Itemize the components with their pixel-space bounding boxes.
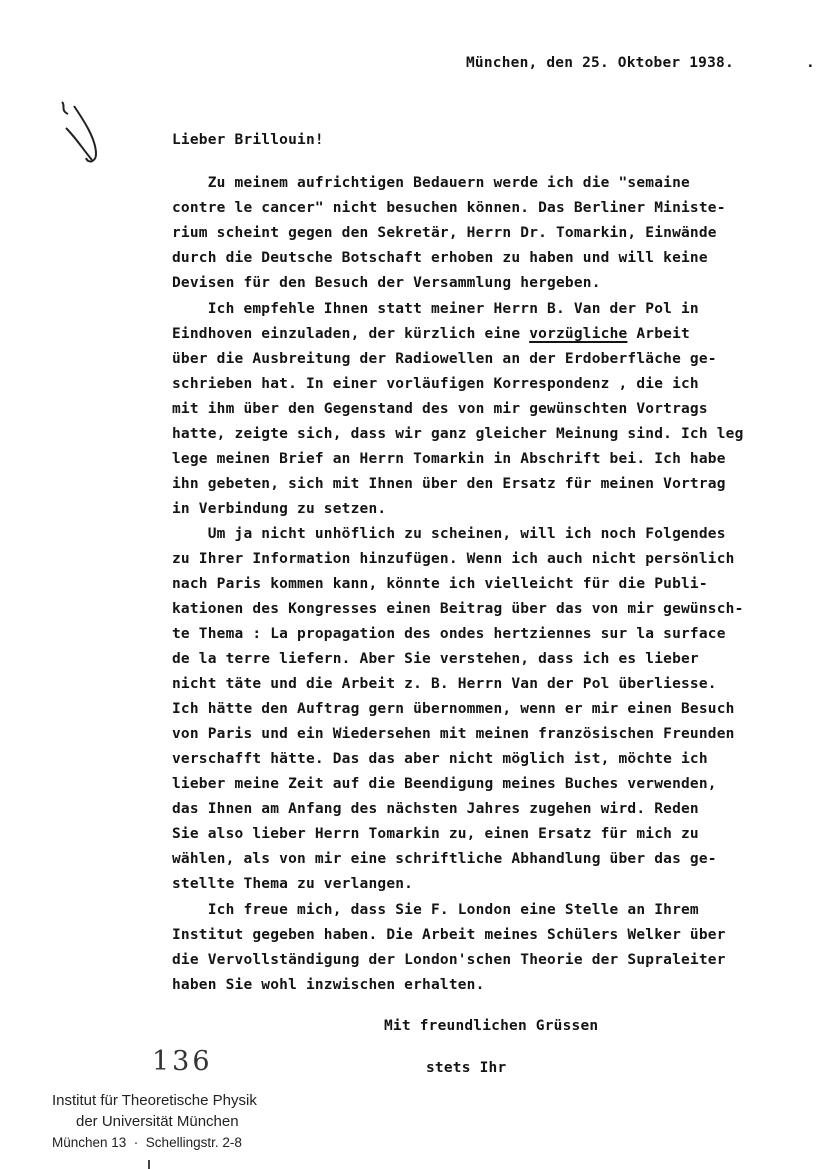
letter-line: verschafft hätte. Das das aber nicht möglich ist, möchte ich <box>172 751 708 767</box>
stamp-line-address: München 13 · Schellingstr. 2-8 <box>52 1135 242 1150</box>
line-start: Eindhoven einzuladen, der kürzlich eine <box>172 326 530 342</box>
letter-line: nach Paris kommen kann, könnte ich vielleicht für die Publi- <box>172 576 708 592</box>
stamp-line-institute: Institut für Theoretische Physik <box>52 1092 257 1109</box>
letter-line: Ich empfehle Ihnen statt meiner Herrn B. Van der Pol in <box>172 301 699 317</box>
underlined-word: vorzügliche <box>529 326 628 342</box>
letter-line: Um ja nicht unhöflich zu scheinen, will ich noch Folgendes <box>172 526 726 542</box>
line-end: Arbeit <box>627 326 690 342</box>
letter-line: von Paris und ein Wiedersehen mit meinen französischen Freunden <box>172 726 735 742</box>
letter-line: Institut gegeben haben. Die Arbeit meines Schülers Welker über <box>172 927 726 943</box>
margin-tick <box>148 1160 150 1169</box>
letter-line-with-underline <box>172 326 690 342</box>
letter-line: das Ihnen am Anfang des nächsten Jahres zugehen wird. Reden <box>172 801 699 817</box>
page-number: 136 <box>152 1046 213 1077</box>
letter-line: Zu meinem aufrichtigen Bedauern werde ich die "semaine <box>172 175 690 191</box>
letter-line: lieber meine Zeit auf die Beendigung meines Buches verwenden, <box>172 776 717 792</box>
letter-line: Sie also lieber Herrn Tomarkin zu, einen Ersatz für mich zu <box>172 826 699 842</box>
stamp-line-university: der Universität München <box>76 1113 239 1130</box>
stray-dot: . <box>806 55 815 71</box>
letter-line: nicht täte und die Arbeit z. B. Herrn Van der Pol überliesse. <box>172 676 717 692</box>
signature-line: stets Ihr <box>426 1060 507 1076</box>
letter-line: hatte, zeigte sich, dass wir ganz gleicher Meinung sind. Ich leg <box>172 426 744 442</box>
letter-line: rium scheint gegen den Sekretär, Herrn Dr. Tomarkin, Einwände <box>172 225 717 241</box>
letter-line: kationen des Kongresses einen Beitrag über das von mir gewünsch- <box>172 601 744 617</box>
institute-stamp <box>52 1090 292 1153</box>
letter-line: haben Sie wohl inzwischen erhalten. <box>172 977 485 993</box>
letter-line: wählen, als von mir eine schriftliche Abhandlung über das ge- <box>172 851 717 867</box>
letter-line: die Vervollständigung der London'schen Theorie der Supraleiter <box>172 952 726 968</box>
letter-line: in Verbindung zu setzen. <box>172 501 387 517</box>
letter-line: über die Ausbreitung der Radiowellen an der Erdoberfläche ge- <box>172 351 717 367</box>
letter-line: schrieben hat. In einer vorläufigen Korrespondenz , die ich <box>172 376 699 392</box>
letter-line: durch die Deutsche Botschaft erhoben zu haben und will keine <box>172 250 708 266</box>
letter-line: ihn gebeten, sich mit Ihnen über den Ersatz für meinen Vortrag <box>172 476 726 492</box>
letter-line: Ich hätte den Auftrag gern übernommen, wenn er mir einen Besuch <box>172 701 735 717</box>
letter-line: contre le cancer" nicht besuchen können. Das Berliner Ministe- <box>172 200 726 216</box>
letter-date: München, den 25. Oktober 1938. <box>466 55 734 71</box>
salutation: Lieber Brillouin! <box>172 132 324 148</box>
letter-line: Ich freue mich, dass Sie F. London eine Stelle an Ihrem <box>172 902 699 918</box>
letter-line: stellte Thema zu verlangen. <box>172 876 414 892</box>
letter-line: mit ihm über den Gegenstand des von mir gewünschten Vortrags <box>172 401 708 417</box>
letter-line: lege meinen Brief an Herrn Tomarkin in Abschrift bei. Ich habe <box>172 451 726 467</box>
handwritten-mark-icon <box>52 98 112 168</box>
letter-line: zu Ihrer Information hinzufügen. Wenn ich auch nicht persönlich <box>172 551 735 567</box>
letter-line: Devisen für den Besuch der Versammlung hergeben. <box>172 275 601 291</box>
letter-line: te Thema : La propagation des ondes hertziennes sur la surface <box>172 626 726 642</box>
closing: Mit freundlichen Grüssen <box>384 1018 599 1034</box>
letter-line: de la terre liefern. Aber Sie verstehen, dass ich es lieber <box>172 651 699 667</box>
